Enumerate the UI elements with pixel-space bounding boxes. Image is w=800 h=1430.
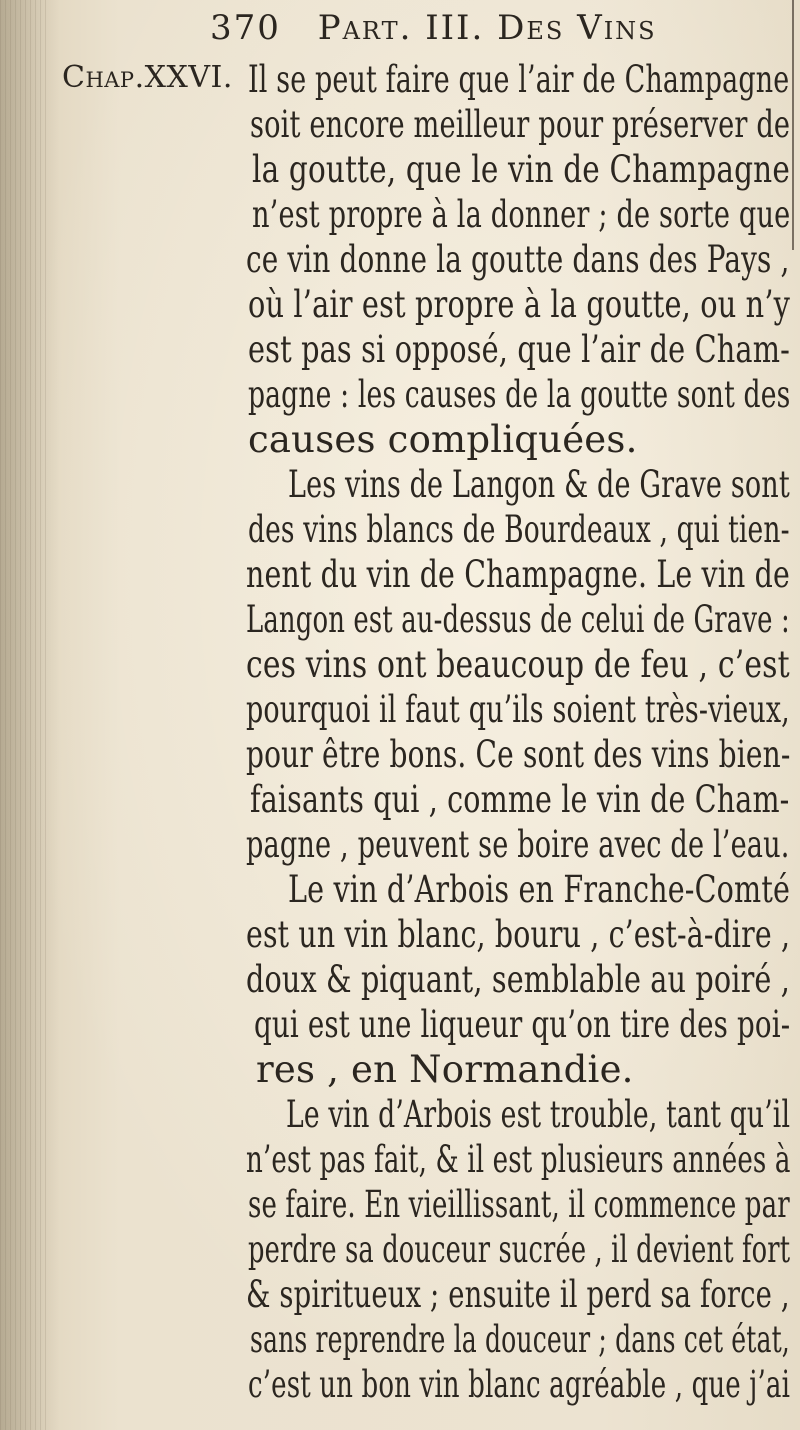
text-line: Langon est au-dessus de celui de Grave : [246,598,790,641]
text-line: est pas si opposé, que l’air de Cham- [248,328,791,371]
text-line: pagne , peuvent se boire avec de l’eau. [246,823,790,866]
text-line: pourquoi il faut qu’ils soient très-vieux, [246,688,790,731]
text-line: n’est propre à la donner ; de sorte que [252,193,791,236]
text-line: res , en Normandie. [256,1048,634,1091]
text-line: ces vins ont beaucoup de feu , c’est [246,643,790,686]
text-line: soit encore meilleur pour préserver de [250,103,791,146]
text-line: pour être bons. Ce sont des vins bien- [246,733,791,776]
text-line: Le vin d’Arbois en Franche-Comté [288,868,791,911]
text-line: Les vins de Langon & de Grave sont [288,463,790,506]
text-line: n’est pas fait, & il est plusieurs années à [246,1138,791,1181]
text-line: Il se peut faire que l’air de Champagne [248,58,790,101]
page-number: 370 [210,8,281,48]
chapter-marginal-label: Chap.XXVI. [62,60,233,95]
running-title: Part. III. Des Vins [317,8,657,48]
text-line: Le vin d’Arbois est trouble, tant qu’il [286,1093,791,1136]
text-line: faisants qui , comme le vin de Cham- [250,778,790,821]
text-line: est un vin blanc, bouru , c’est-à-dire , [246,913,791,956]
text-line: perdre sa douceur sucrée , il devient fort [248,1228,791,1271]
text-line: nent du vin de Champagne. Le vin de [246,553,790,596]
text-line: qui est une liqueur qu’on tire des poi- [254,1003,791,1046]
text-line: doux & piquant, semblable au poiré , [246,958,791,1001]
text-line: c’est un bon vin blanc agréable , que j’ai [248,1363,791,1406]
text-line: pagne : les causes de la goutte sont des [248,373,791,416]
text-line: ce vin donne la goutte dans des Pays , [246,238,790,281]
text-line: sans reprendre la douceur ; dans cet état, [250,1318,790,1361]
text-line: causes compliquées. [248,418,638,461]
text-line: la goutte, que le vin de Champagne [252,148,791,191]
text-line: se faire. En vieillissant, il commence par [248,1183,790,1226]
text-line: où l’air est propre à la goutte, ou n’y [248,283,791,326]
text-line: & spiritueux ; ensuite il perd sa force , [246,1273,790,1316]
text-line: des vins blancs de Bourdeaux , qui tien- [248,508,790,551]
